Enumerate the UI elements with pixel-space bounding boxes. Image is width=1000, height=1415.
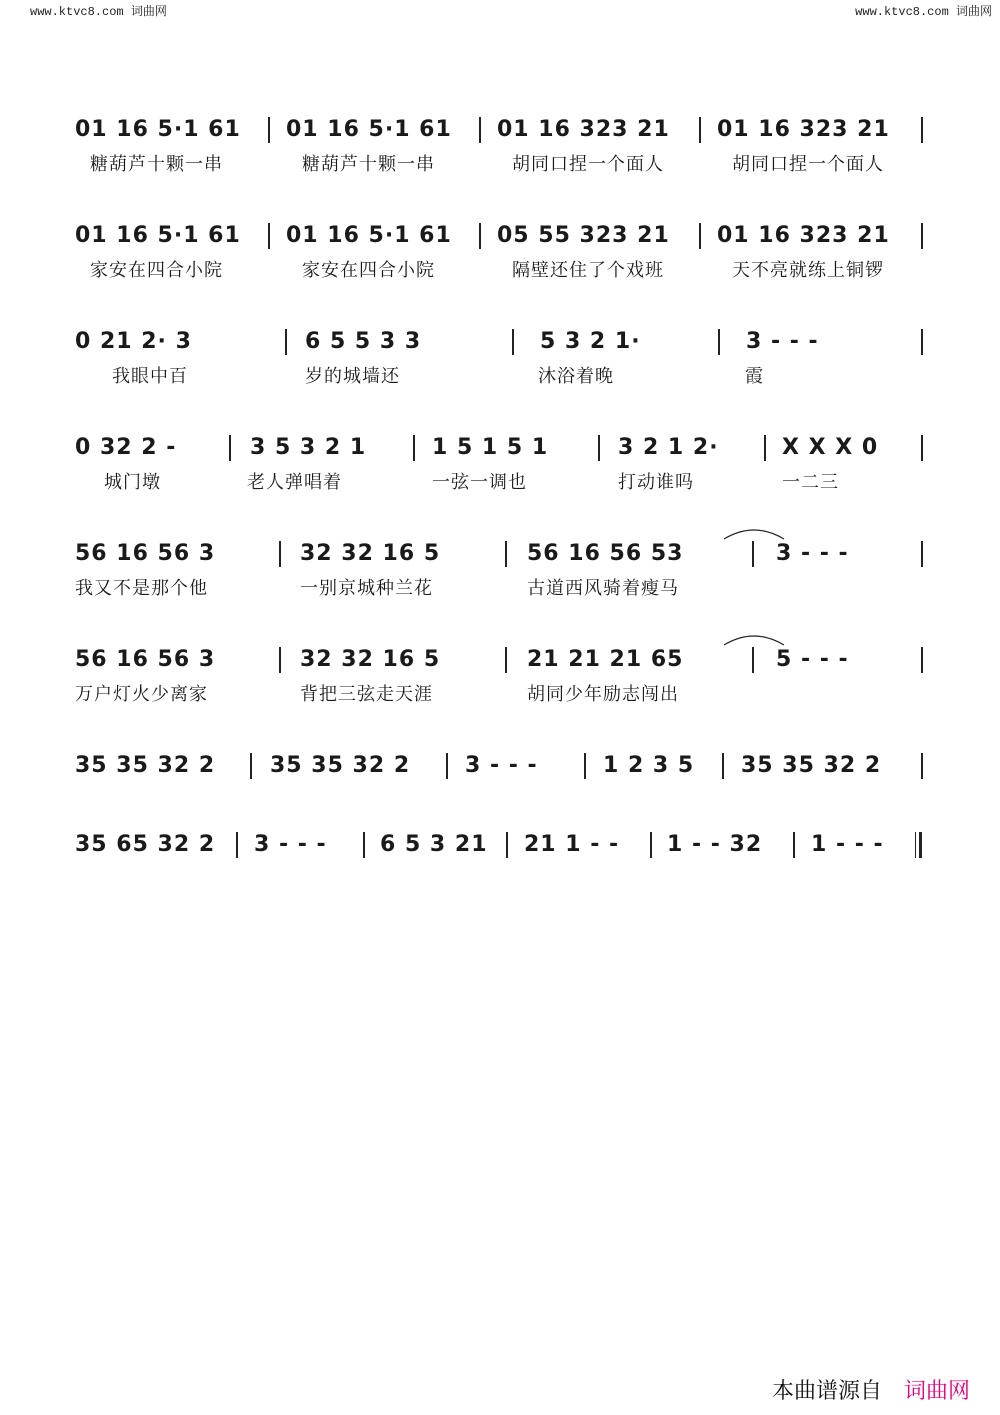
measure: 1 - - 32	[667, 832, 763, 857]
barline	[413, 435, 415, 461]
measure: 5 3 2 1·	[540, 329, 641, 354]
measure: 01 16 5·1 61	[75, 223, 241, 248]
measure: 01 16 323 21	[717, 223, 890, 248]
measure: 35 35 32 2	[75, 753, 216, 778]
measure: 6 5 5 3 3	[305, 329, 422, 354]
measure: 21 1 - -	[524, 832, 620, 857]
barline	[793, 832, 795, 858]
measure: 01 16 323 21	[497, 117, 670, 142]
measure: 5 - - -	[776, 647, 849, 672]
barline	[363, 832, 365, 858]
barline	[506, 832, 508, 858]
lyric-line: 打动谁吗	[618, 472, 694, 493]
barline	[921, 541, 923, 567]
measure: 01 16 5·1 61	[75, 117, 241, 142]
site-link[interactable]: 词曲网	[903, 1379, 970, 1404]
barline	[279, 647, 281, 673]
header-right-watermark: www.ktvc8.com 词曲网	[855, 5, 992, 19]
lyric-line: 古道西风骑着瘦马	[527, 578, 679, 599]
measure: 3 - - -	[465, 753, 538, 778]
barline	[752, 647, 754, 673]
lyric-line: 糖葫芦十颗一串	[90, 154, 223, 175]
lyric-line: 家安在四合小院	[302, 260, 435, 281]
measure: 01 16 323 21	[717, 117, 890, 142]
measure: 6 5 3 21	[380, 832, 488, 857]
measure: 05 55 323 21	[497, 223, 670, 248]
measure: 01 16 5·1 61	[286, 117, 452, 142]
barline	[279, 541, 281, 567]
lyric-line: 老人弹唱着	[247, 472, 342, 493]
lyric-line: 家安在四合小院	[90, 260, 223, 281]
barline	[921, 117, 923, 143]
lyric-line: 隔壁还住了个戏班	[512, 260, 664, 281]
barline	[921, 329, 923, 355]
barline	[236, 832, 238, 858]
lyric-line: 胡同口捏一个面人	[732, 154, 884, 175]
barline	[752, 541, 754, 567]
barline	[764, 435, 766, 461]
barline	[479, 223, 481, 249]
measure: 0 32 2 -	[75, 435, 177, 460]
barline	[921, 753, 923, 779]
barline	[584, 753, 586, 779]
lyric-line: 一别京城种兰花	[300, 578, 433, 599]
lyric-line: 我眼中百	[112, 366, 188, 387]
measure: 0 21 2· 3	[75, 329, 192, 354]
lyric-line: 一弦一调也	[432, 472, 527, 493]
lyric-line: 我又不是那个他	[75, 578, 208, 599]
header-left-watermark: www.ktvc8.com 词曲网	[30, 5, 167, 19]
barline	[718, 329, 720, 355]
measure: 56 16 56 3	[75, 541, 216, 566]
measure: 3 5 3 2 1	[250, 435, 367, 460]
source-label: 本曲谱源自	[771, 1379, 882, 1404]
barline	[650, 832, 652, 858]
barline	[921, 435, 923, 461]
barline	[268, 223, 270, 249]
barline	[598, 435, 600, 461]
barline	[505, 541, 507, 567]
barline	[505, 647, 507, 673]
measure: 3 - - -	[746, 329, 819, 354]
barline	[285, 329, 287, 355]
barline	[268, 117, 270, 143]
lyric-line: 胡同少年励志闯出	[527, 684, 679, 705]
lyric-line: 背把三弦走天涯	[300, 684, 433, 705]
final-barline	[915, 832, 923, 858]
barline	[229, 435, 231, 461]
lyric-line: 万户灯火少离家	[75, 684, 208, 705]
measure: 35 35 32 2	[270, 753, 411, 778]
measure: 21 21 21 65	[527, 647, 684, 672]
lyric-line: 岁的城墙还	[305, 366, 400, 387]
measure: 3 - - -	[254, 832, 327, 857]
lyric-line: 胡同口捏一个面人	[512, 154, 664, 175]
measure: 01 16 5·1 61	[286, 223, 452, 248]
measure: 3 - - -	[776, 541, 849, 566]
lyric-line: 霞	[745, 366, 764, 387]
lyric-line: 城门墩	[104, 472, 161, 493]
measure: 1 - - -	[811, 832, 884, 857]
measure: 32 32 16 5	[300, 541, 441, 566]
measure: 56 16 56 3	[75, 647, 216, 672]
measure: 1 2 3 5	[603, 753, 695, 778]
barline	[921, 647, 923, 673]
measure: 56 16 56 53	[527, 541, 684, 566]
lyric-line: 一二三	[782, 472, 839, 493]
measure: 35 35 32 2	[741, 753, 882, 778]
measure: 32 32 16 5	[300, 647, 441, 672]
measure: 3 2 1 2·	[618, 435, 719, 460]
barline	[921, 223, 923, 249]
lyric-line: 糖葫芦十颗一串	[302, 154, 435, 175]
barline	[446, 753, 448, 779]
measure: 35 65 32 2	[75, 832, 216, 857]
barline	[722, 753, 724, 779]
barline	[699, 117, 701, 143]
barline	[699, 223, 701, 249]
lyric-line: 沐浴着晚	[538, 366, 614, 387]
barline	[512, 329, 514, 355]
source-footer	[772, 1374, 970, 1405]
lyric-line: 天不亮就练上铜锣	[732, 260, 884, 281]
barline	[479, 117, 481, 143]
barline	[250, 753, 252, 779]
measure: X X X 0	[782, 435, 879, 460]
measure: 1 5 1 5 1	[432, 435, 549, 460]
